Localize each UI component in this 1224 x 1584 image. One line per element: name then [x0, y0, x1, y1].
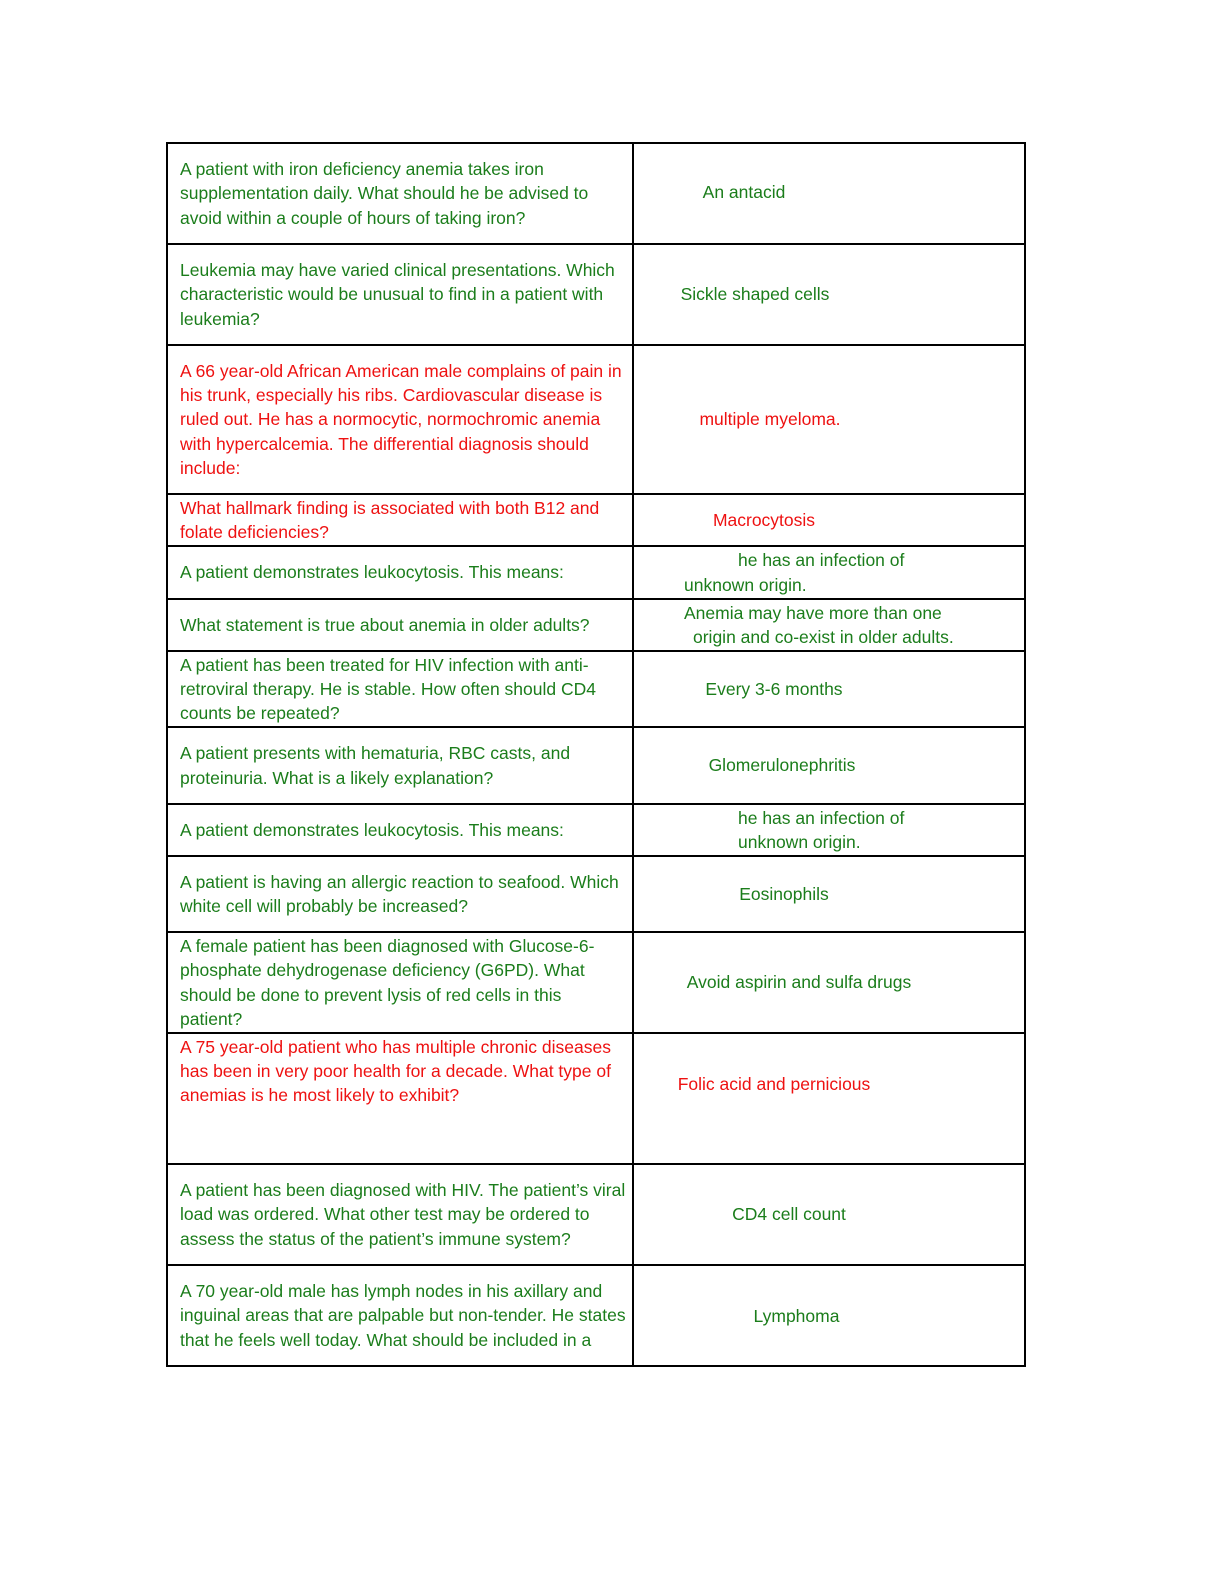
answer-cell: Macrocytosis: [633, 494, 1025, 546]
table-row: [167, 546, 1025, 599]
table-row: [167, 345, 1025, 494]
question-cell: Leukemia may have varied clinical presentations. Which characteristic would be unusual to find in a patient with leukemia?: [167, 244, 633, 345]
table-row: [167, 1033, 1025, 1164]
question-cell: A patient has been treated for HIV infection with anti-retroviral therapy. He is stable. How often should CD4 counts be repeated?: [167, 651, 633, 727]
question-cell: A patient demonstrates leukocytosis. This means:: [167, 804, 633, 856]
question-cell: What hallmark finding is associated with both B12 and folate deficiencies?: [167, 494, 633, 546]
answer-cell: Eosinophils: [633, 856, 1025, 932]
question-cell: A patient has been diagnosed with HIV. The patient’s viral load was ordered. What other test may be ordered to assess the status of the patient’s immune system?: [167, 1164, 633, 1265]
table-row: [167, 1164, 1025, 1265]
answer-cell: Anemia may have more than one origin and co-exist in older adults.: [633, 599, 1025, 651]
question-cell: A 75 year-old patient who has multiple chronic diseases has been in very poor health for a decade. What type of anemias is he most likely to exhibit?: [167, 1033, 633, 1164]
table-row: [167, 244, 1025, 345]
answer-cell: he has an infection of unknown origin.: [633, 546, 1025, 599]
question-cell: What statement is true about anemia in older adults?: [167, 599, 633, 651]
table-row: [167, 651, 1025, 727]
answer-cell: Every 3-6 months: [633, 651, 1025, 727]
answer-cell: Sickle shaped cells: [633, 244, 1025, 345]
question-cell: A 70 year-old male has lymph nodes in his axillary and inguinal areas that are palpable but non-tender. He states that he feels well today. What should be included in a: [167, 1265, 633, 1366]
question-answer-table: [166, 142, 1026, 1367]
answer-cell: Lymphoma: [633, 1265, 1025, 1366]
answer-cell: Glomerulonephritis: [633, 727, 1025, 804]
table-row: [167, 932, 1025, 1033]
answer-cell: An antacid: [633, 143, 1025, 244]
table-row: [167, 494, 1025, 546]
question-cell: A 66 year-old African American male complains of pain in his trunk, especially his ribs. Cardiovascular disease is ruled out. He has a normocytic, normochromic anemia with hypercalcemia. The differential diagnosis should include:: [167, 345, 633, 494]
answer-cell: Avoid aspirin and sulfa drugs: [633, 932, 1025, 1033]
table-row: [167, 599, 1025, 651]
table-row: [167, 804, 1025, 856]
table-row: [167, 727, 1025, 804]
question-cell: A patient demonstrates leukocytosis. This means:: [167, 546, 633, 599]
answer-cell: Folic acid and pernicious: [633, 1033, 1025, 1164]
table-row: [167, 856, 1025, 932]
answer-cell: CD4 cell count: [633, 1164, 1025, 1265]
table-row: [167, 143, 1025, 244]
answer-cell: he has an infection of unknown origin.: [633, 804, 1025, 856]
question-cell: A female patient has been diagnosed with Glucose-6-phosphate dehydrogenase deficiency (G6PD). What should be done to prevent lysis of red cells in this patient?: [167, 932, 633, 1033]
question-cell: A patient with iron deficiency anemia takes iron supplementation daily. What should he be advised to avoid within a couple of hours of taking iron?: [167, 143, 633, 244]
answer-cell: multiple myeloma.: [633, 345, 1025, 494]
question-cell: A patient is having an allergic reaction to seafood. Which white cell will probably be increased?: [167, 856, 633, 932]
table-row: [167, 1265, 1025, 1366]
question-cell: A patient presents with hematuria, RBC casts, and proteinuria. What is a likely explanation?: [167, 727, 633, 804]
